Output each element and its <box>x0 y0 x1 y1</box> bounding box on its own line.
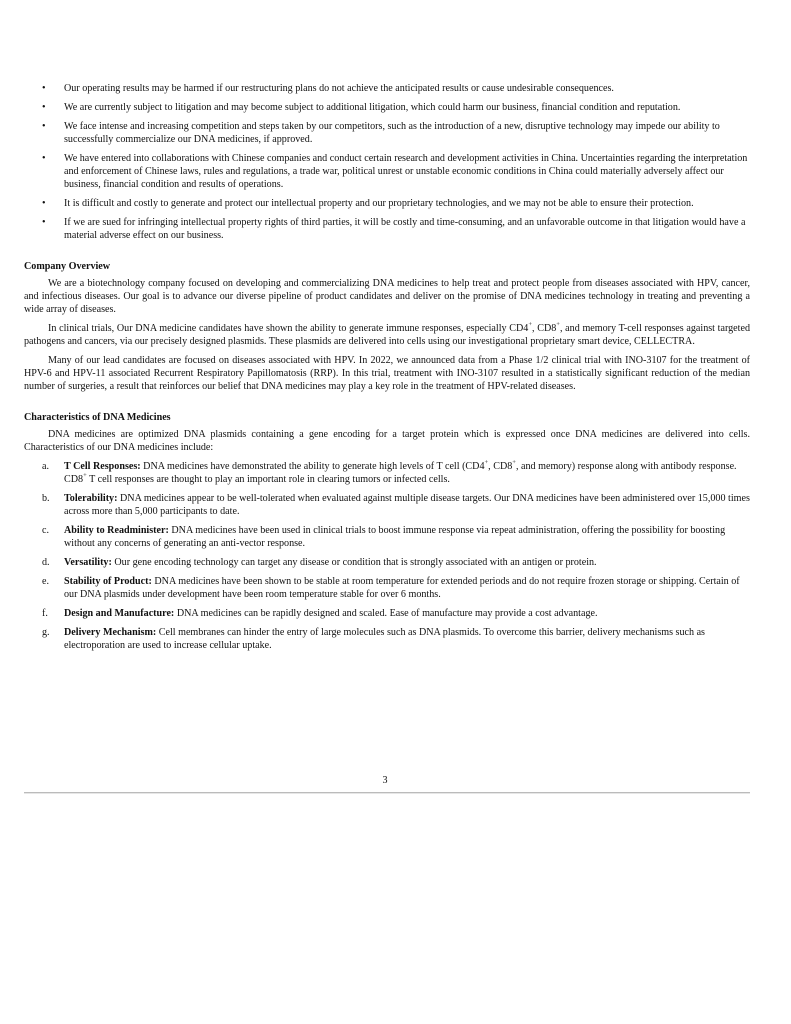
item-title: Stability of Product: <box>64 576 152 587</box>
bullet-marker: • <box>42 83 46 94</box>
bullet-item <box>24 152 750 191</box>
superscript: + <box>83 471 87 479</box>
item-text: Our gene encoding technology can target any disease or condition that is strongly associated with an antigen or protein. <box>111 557 597 568</box>
superscript: + <box>556 320 560 328</box>
risk-factor-bullet-list <box>24 82 750 242</box>
bullet-marker: • <box>42 198 46 209</box>
company-overview-heading: Company Overview <box>24 261 111 272</box>
characteristic-item <box>24 607 750 620</box>
bullet-item <box>24 82 750 95</box>
item-title: Ability to Readminister: <box>64 525 169 536</box>
characteristic-item <box>24 556 750 569</box>
item-text: DNA medicines can be rapidly designed and scaled. Ease of manufacture may provide a cost advantage. <box>174 608 598 619</box>
text-run: , CD8 <box>488 461 513 472</box>
bullet-text: We have entered into collaborations with Chinese companies and conduct certain research and development activities in China. Uncertainties regarding the interpretation and enforcement of Chinese laws, rules and regulations, a trade war, political unrest or unstable economic conditions in China could materially adversely affect our business, financial condition and results of operations. <box>64 153 748 190</box>
item-letter: a. <box>42 461 50 472</box>
text-run: In clinical trials, Our DNA medicine candidates have shown the ability to generate immune responses, especially CD4 <box>48 323 529 334</box>
item-title: Versatility: <box>64 557 112 568</box>
bullet-marker: • <box>42 102 46 113</box>
bullet-text: We face intense and increasing competition and steps taken by our competitors, such as the introduction of a new, disruptive technology may impede our ability to successfully commercialize our DNA medicines, if approved. <box>64 121 720 145</box>
item-title: Design and Manufacture: <box>64 608 175 619</box>
item-letter: d. <box>42 557 50 568</box>
characteristic-item <box>24 460 750 486</box>
text-run: , and memory T-cell responses against targeted pathogens and cancers, via our precisely designed plasmids. These plasmids are delivered into cells using our investigational proprietary smart device, CELLECTRA. <box>24 323 750 347</box>
item-text: DNA medicines have been used in clinical trials to boost immune response via repeat administration, offering the possibility for boosting without any concerns of generating an anti-vector response. <box>64 525 726 549</box>
item-letter: e. <box>42 576 50 587</box>
page-number: 3 <box>382 775 388 786</box>
characteristic-item <box>24 626 750 652</box>
item-title: Tolerability: <box>64 493 118 504</box>
characteristic-item <box>24 492 750 518</box>
bullet-item <box>24 216 750 242</box>
characteristic-item <box>24 575 750 601</box>
bullet-text: It is difficult and costly to generate and protect our intellectual property and our proprietary technologies, and we may not be able to ensure their protection. <box>64 198 694 209</box>
characteristic-item <box>24 524 750 550</box>
item-title: T Cell Responses: <box>64 461 141 472</box>
document-page <box>24 82 750 658</box>
item-letter: b. <box>42 493 50 504</box>
bullet-marker: • <box>42 153 46 164</box>
item-letter: g. <box>42 627 50 638</box>
superscript: + <box>484 458 489 466</box>
company-overview-paragraph-2 <box>24 322 750 348</box>
company-overview-paragraph-1: We are a biotechnology company focused on developing and commercializing DNA medicines to help treat and protect people from diseases associated with HPV, cancer, and infectious diseases. Our goal is to advance our diverse pipeline of product candidates and deliver on the promise of DNA medicines technology in treating and preventing a wide array of diseases. <box>24 278 750 315</box>
item-title: Delivery Mechanism: <box>64 627 157 638</box>
bullet-item <box>24 197 750 210</box>
bullet-text: Our operating results may be harmed if our restructuring plans do not achieve the anticipated results or cause undesirable consequences. <box>64 83 614 94</box>
item-letter: c. <box>42 525 50 536</box>
bullet-text: We are currently subject to litigation and may become subject to additional litigation, which could harm our business, financial condition and reputation. <box>64 102 681 113</box>
text-run: , CD8 <box>532 323 557 334</box>
superscript: + <box>528 320 532 328</box>
item-text: DNA medicines appear to be well-tolerated when evaluated against multiple disease targets. Our DNA medicines have been administered over 15,000 times across more than 5,000 participants to date. <box>64 493 750 517</box>
item-text: DNA medicines have been shown to be stable at room temperature for extended periods and do not require frozen storage or shipping. Certain of our DNA plasmids under development have been room temperature stable for over 6 months. <box>64 576 740 600</box>
text-run: T cell responses are thought to play an important role in clearing tumors or infected cells. <box>86 474 450 485</box>
bullet-text: If we are sued for infringing intellectual property rights of third parties, it will be costly and time-consuming, and an unfavorable outcome in that litigation would have a material adverse effect on our business. <box>64 217 746 241</box>
bullet-item <box>24 101 750 114</box>
bullet-marker: • <box>42 121 46 132</box>
bullet-marker: • <box>42 217 46 228</box>
characteristics-heading: Characteristics of DNA Medicines <box>24 412 171 423</box>
superscript: + <box>512 458 516 466</box>
bullet-item <box>24 120 750 146</box>
footer-divider <box>24 792 750 793</box>
company-overview-paragraph-3: Many of our lead candidates are focused on diseases associated with HPV. In 2022, we announced data from a Phase 1/2 clinical trial with INO-3107 for the treatment of HPV-6 and HPV-11 associated Recurrent Respiratory Papillomatosis (RRP). In this trial, treatment with INO-3107 resulted in a statistically significant reduction of the median number of surgeries, a result that reinforces our belief that DNA medicines may play a key role in the treatment of HPV-related diseases. <box>24 355 750 392</box>
characteristics-list <box>24 460 750 652</box>
item-text: Cell membranes can hinder the entry of large molecules such as DNA plasmids. To overcome this barrier, delivery mechanisms such as electroporation are used to increase cellular uptake. <box>64 627 705 651</box>
text-run: , and memory) response along with antibody response. CD8 <box>64 461 737 485</box>
characteristics-intro: DNA medicines are optimized DNA plasmids containing a gene encoding for a target protein which is expressed once DNA medicines are delivered into cells. Characteristics of our DNA medicines include: <box>24 429 750 453</box>
item-letter: f. <box>42 608 48 619</box>
text-run: DNA medicines have demonstrated the ability to generate high levels of T cell (CD4 <box>140 461 485 472</box>
